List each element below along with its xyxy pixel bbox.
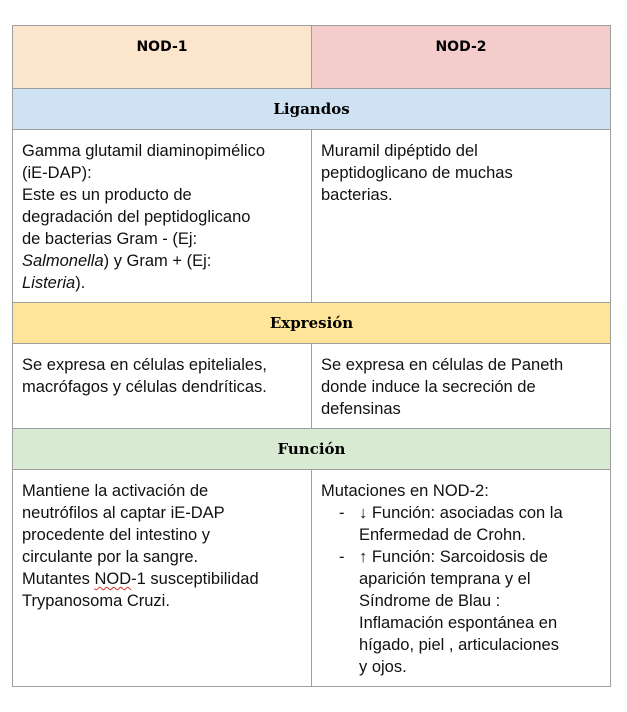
text-line: macrófagos y células dendríticas. xyxy=(22,378,267,396)
text-line: de bacterias Gram - (Ej: xyxy=(22,230,198,248)
text-line: defensinas xyxy=(321,400,401,418)
text-line: procedente del intestino y xyxy=(22,526,211,544)
cell-expresion-nod1 xyxy=(13,344,312,429)
cell-expresion-nod2 xyxy=(312,344,611,429)
list-item-text xyxy=(359,546,602,678)
list-item-text xyxy=(359,502,602,546)
header-nod2-label: NOD-2 xyxy=(435,39,487,55)
species-name: Salmonella xyxy=(22,252,104,270)
text-line: neutrófilos al captar iE-DAP xyxy=(22,504,225,522)
text-line: ↓ Función: asociadas con la xyxy=(359,504,563,522)
section-band-ligandos xyxy=(13,89,611,130)
section-band-funcion xyxy=(13,429,611,470)
section-title-funcion: Función xyxy=(13,429,611,470)
nod-comparison-table xyxy=(12,25,611,687)
header-nod2 xyxy=(312,26,611,89)
text-line: bacterias. xyxy=(321,186,393,204)
text-line: aparición temprana y el xyxy=(359,570,531,588)
header-row xyxy=(13,26,611,89)
text-line: Este es un producto de xyxy=(22,186,192,204)
text-line: Síndrome de Blau : xyxy=(359,592,501,610)
text-line: Gamma glutamil diaminopimélico xyxy=(22,142,266,160)
text-line: Se expresa en células epiteliales, xyxy=(22,356,267,374)
list-item xyxy=(321,502,602,546)
cell-funcion-nod2 xyxy=(312,470,611,687)
dash-bullet-icon: - xyxy=(339,504,345,522)
cell-ligandos-nod1 xyxy=(13,130,312,303)
text-line: Enfermedad de Crohn. xyxy=(359,526,526,544)
table-row-ligandos xyxy=(13,130,611,303)
section-band-expresion xyxy=(13,303,611,344)
text-line xyxy=(22,272,303,294)
header-nod1-label: NOD-1 xyxy=(136,39,188,55)
text-line: Mantiene la activación de xyxy=(22,482,209,500)
text-line: ↑ Función: Sarcoidosis de xyxy=(359,548,548,566)
cell-funcion-nod1 xyxy=(13,470,312,687)
text-line: Muramil dipéptido del xyxy=(321,142,478,160)
text-fragment: Mutantes xyxy=(22,570,95,588)
text-line xyxy=(22,250,303,272)
cell-ligandos-nod2 xyxy=(312,130,611,303)
text-fragment: ) y Gram + (Ej: xyxy=(103,252,212,270)
species-name: Listeria xyxy=(22,274,76,292)
text-line: circulante por la sangre. xyxy=(22,548,199,566)
text-line: y ojos. xyxy=(359,658,407,676)
table-row-expresion xyxy=(13,344,611,429)
table-row-funcion xyxy=(13,470,611,687)
text-line: peptidoglicano de muchas xyxy=(321,164,513,182)
text-fragment: -1 susceptibilidad xyxy=(131,570,259,588)
text-line: Se expresa en células de Paneth xyxy=(321,356,564,374)
text-line xyxy=(22,568,303,590)
spellcheck-flagged-word[interactable]: NOD xyxy=(94,570,132,588)
header-nod1 xyxy=(13,26,312,89)
list-item xyxy=(321,546,602,678)
text-line: hígado, piel , articulaciones xyxy=(359,636,559,654)
text-line: (iE-DAP): xyxy=(22,164,92,182)
text-line: degradación del peptidoglicano xyxy=(22,208,251,226)
text-line: Inflamación espontánea en xyxy=(359,614,558,632)
dash-bullet-icon: - xyxy=(339,548,345,566)
section-title-ligandos: Ligandos xyxy=(13,89,611,130)
text-fragment: ). xyxy=(75,274,86,292)
text-line: donde induce la secreción de xyxy=(321,378,536,396)
section-title-expresion: Expresión xyxy=(13,303,611,344)
text-line: Trypanosoma Cruzi. xyxy=(22,592,170,610)
text-line: Mutaciones en NOD-2: xyxy=(321,482,489,500)
